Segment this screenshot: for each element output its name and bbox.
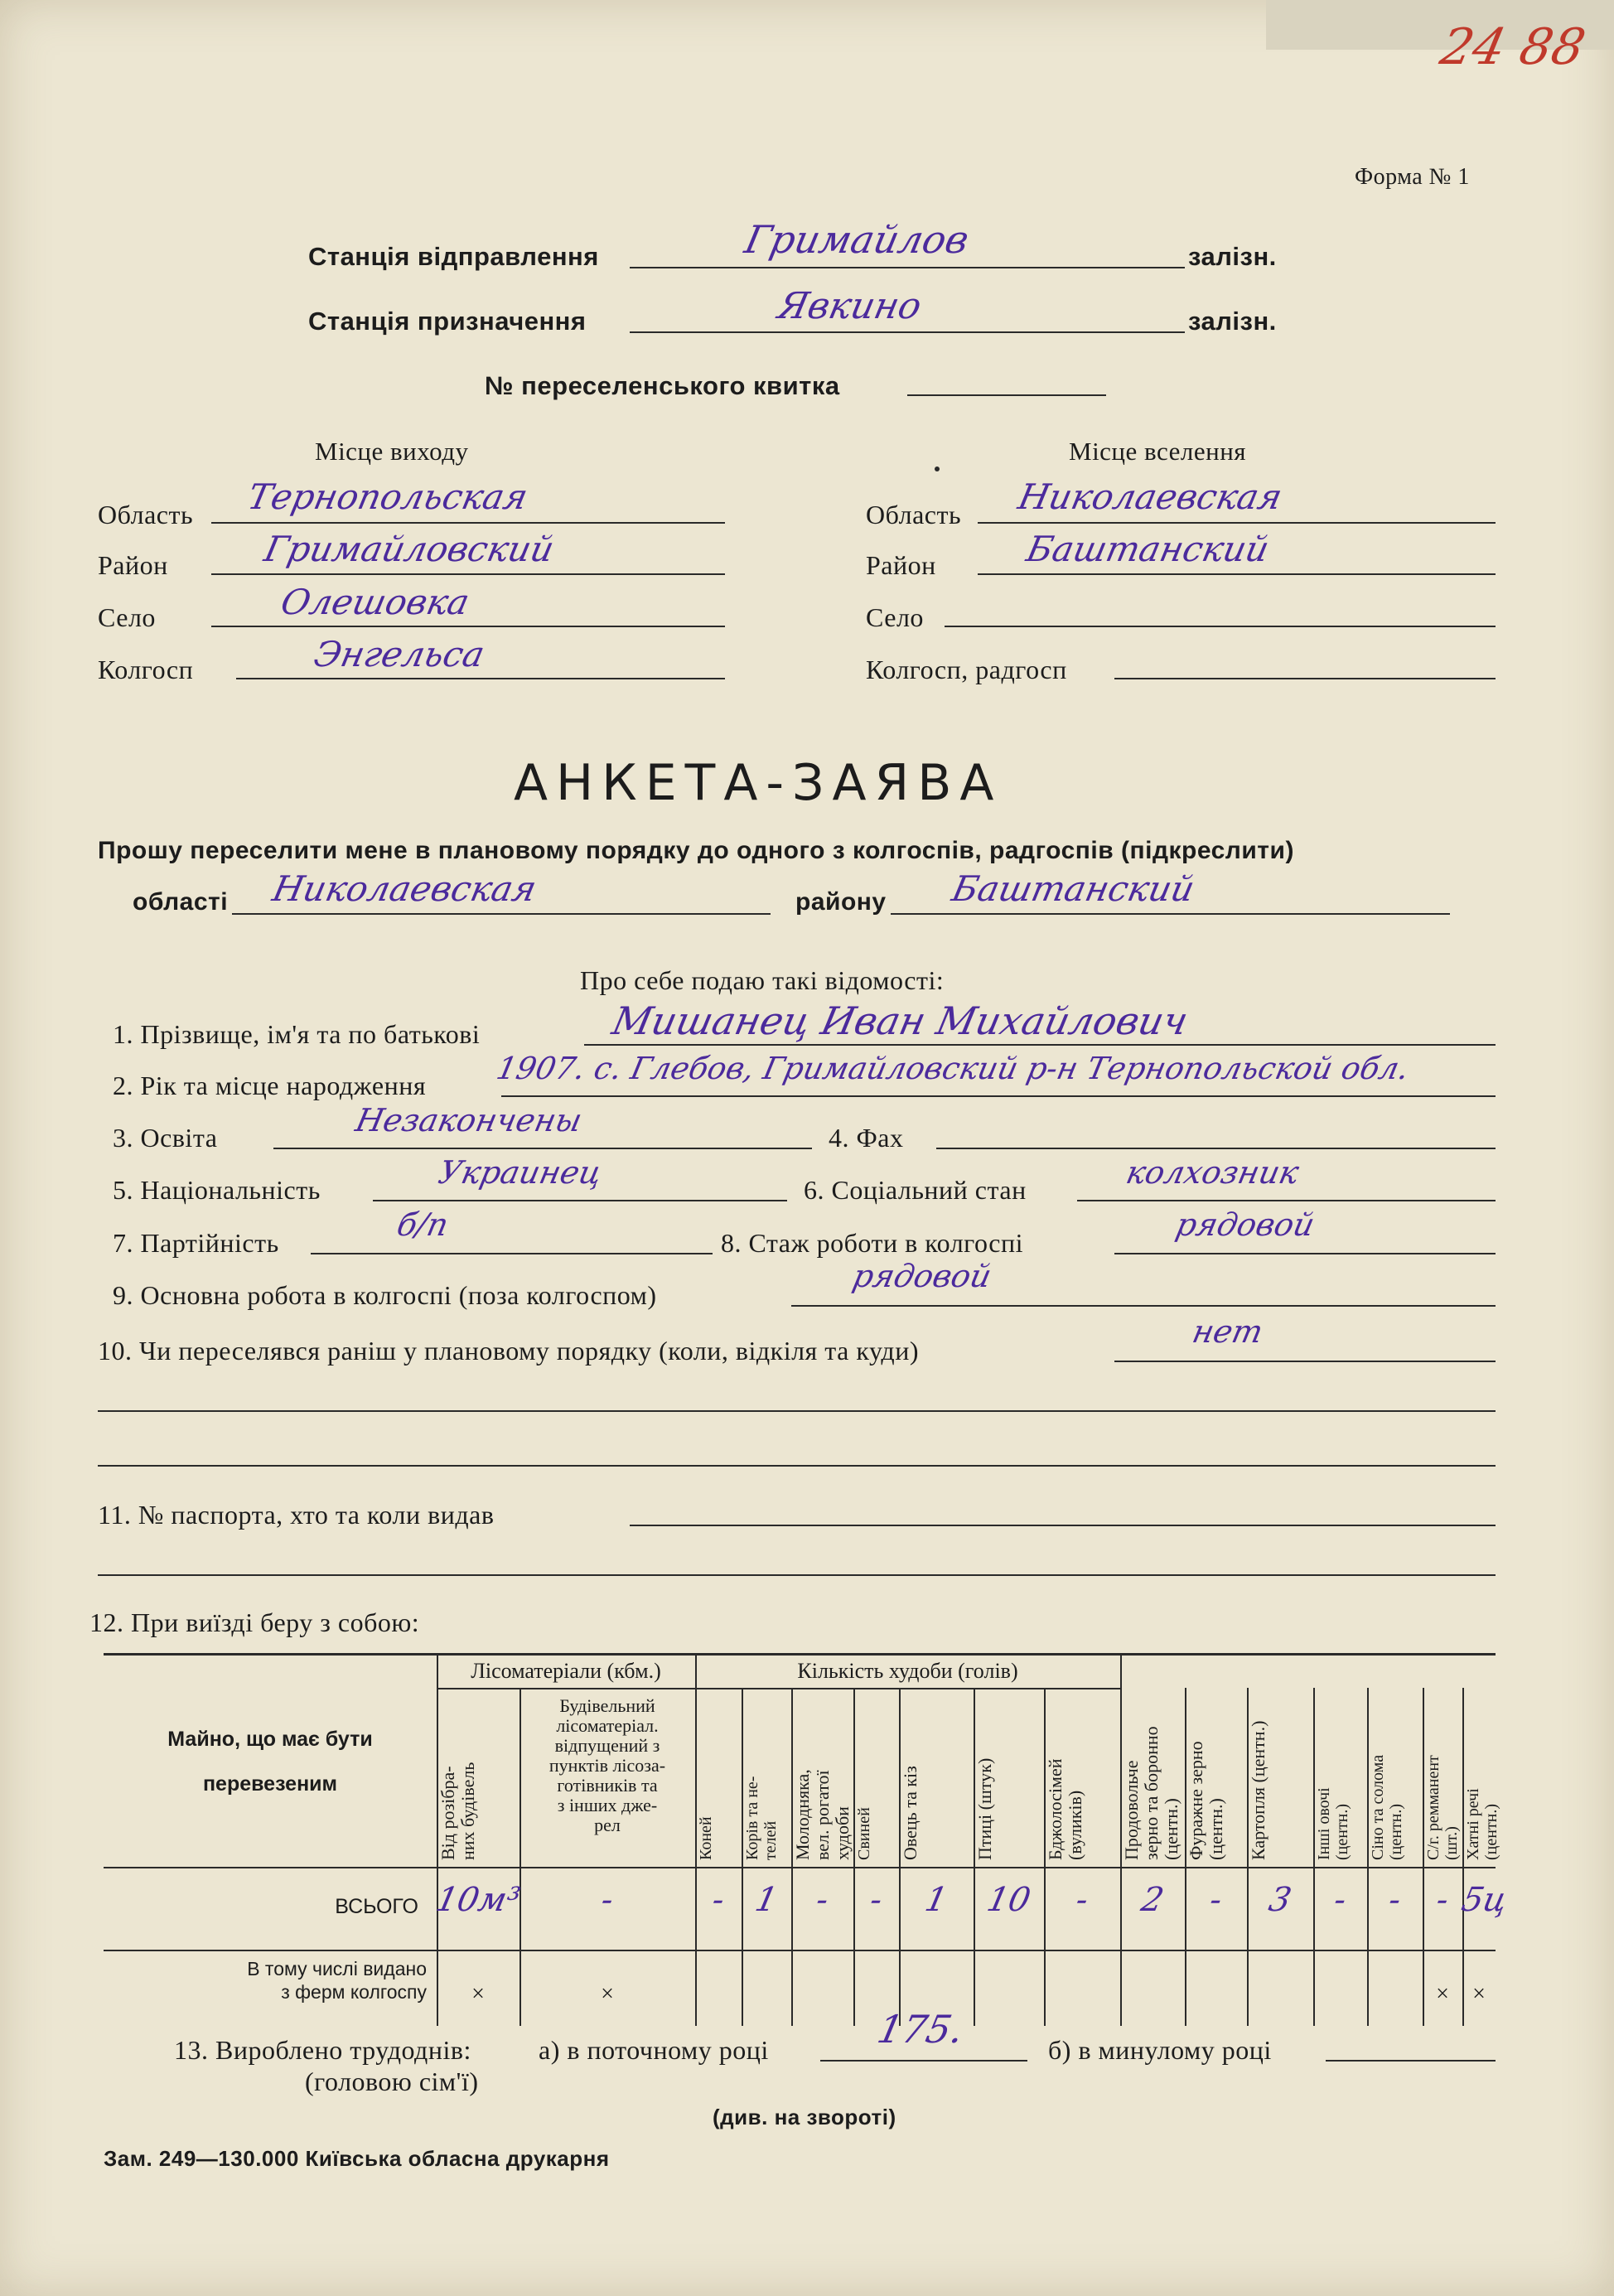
dest-oblast-label: Область xyxy=(866,500,962,529)
info-intro: Про себе подаю такі відомості: xyxy=(580,965,945,995)
dest-selo-line xyxy=(945,626,1496,627)
dest-raion-value: Баштанский xyxy=(1022,529,1273,569)
property-header-2: перевезеним xyxy=(202,1772,338,1796)
property-header-1: Майно, що має бути xyxy=(167,1728,373,1751)
origin-selo-label: Село xyxy=(98,602,156,632)
origin-kolhosp-line xyxy=(236,678,725,679)
ticket-line xyxy=(907,394,1106,396)
workdays-current-label: а) в поточному році xyxy=(539,2035,769,2065)
dest-selo-label: Село xyxy=(866,602,924,632)
timber-group-header: Лісоматеріали (кбм.) xyxy=(471,1659,661,1683)
field-5-line xyxy=(373,1200,787,1201)
field-2-value: 1907. с. Глебов, Гримайловский р-н Тернопольской обл. xyxy=(493,1051,1413,1086)
table-column-header: Від розібра- них будівель xyxy=(437,1762,478,1860)
table-header-bottom xyxy=(104,1867,1496,1868)
dest-oblast-value: Николаевская xyxy=(1014,476,1286,517)
table-total-value: - xyxy=(866,1881,887,1919)
table-column-header: Овець та кіз xyxy=(900,1766,921,1860)
workdays-sub-label: (головою сім'ї) xyxy=(305,2066,479,2096)
field-4-line xyxy=(936,1148,1496,1149)
origin-oblast-label: Область xyxy=(98,500,194,529)
workdays-current-value: 175. xyxy=(873,2007,969,2052)
ticket-label: № переселенського квитка xyxy=(485,371,840,400)
row-farm-label-1: В тому числі видано xyxy=(247,1958,427,1979)
dest-oblast-line xyxy=(978,522,1496,524)
table-top xyxy=(104,1653,1496,1656)
table-total-value: - xyxy=(1433,1881,1452,1919)
table-farm-mark: × xyxy=(601,1981,614,2007)
table-total-value: - xyxy=(708,1881,728,1919)
table-column-header: Птиці (штук) xyxy=(974,1757,995,1860)
origin-selo-line xyxy=(211,626,725,627)
table-farm-mark: × xyxy=(471,1981,485,2007)
field-4-label: 4. Фах xyxy=(829,1123,904,1153)
table-total-value: - xyxy=(1384,1881,1405,1919)
destination-line xyxy=(630,331,1185,333)
table-total-value: 3 xyxy=(1265,1881,1295,1919)
workdays-previous-label: б) в минулому році xyxy=(1048,2035,1272,2065)
field-1-label: 1. Прізвище, ім'я та по батькові xyxy=(113,1019,481,1049)
table-column-header: Молодняка, вел. рогатої худоби xyxy=(792,1769,853,1860)
destination-value: Явкино xyxy=(774,285,925,327)
field-1-line xyxy=(584,1044,1496,1046)
origin-heading: Місце виходу xyxy=(315,437,469,466)
table-total-value: - xyxy=(597,1881,617,1919)
field-2-label: 2. Рік та місце народження xyxy=(113,1071,427,1100)
field-7-value: б/п xyxy=(394,1206,452,1243)
table-total-value: 5ц xyxy=(1458,1881,1511,1919)
table-column-header: Хатні речі (центн.) xyxy=(1464,1788,1500,1860)
printer-line: Зам. 249—130.000 Київська обласна друкарня xyxy=(104,2146,610,2171)
field-3-label: 3. Освіта xyxy=(113,1123,218,1153)
destination-heading: Місце вселення xyxy=(1069,437,1247,466)
field-9-label: 9. Основна робота в колгоспі (поза колгоспом) xyxy=(113,1280,657,1310)
form-number: Форма № 1 xyxy=(1355,164,1470,190)
field-10-value: нет xyxy=(1189,1313,1267,1350)
field-10-line-2 xyxy=(98,1410,1496,1412)
table-column-header: С/г. ремманент (шт.) xyxy=(1424,1755,1461,1860)
table-total-value: 10 xyxy=(983,1881,1034,1919)
field-6-line xyxy=(1077,1200,1496,1201)
table-column-header: Свиней xyxy=(855,1807,873,1860)
request-raion-label: району xyxy=(795,888,887,916)
table-column-header: Будівельний лісоматеріал. відпущений з пунктів лісоза- готівників та з інших дже- рел xyxy=(548,1695,666,1835)
table-row-divider xyxy=(104,1950,1496,1951)
field-8-value: рядовой xyxy=(1172,1206,1318,1243)
request-oblast-label: області xyxy=(133,888,229,916)
table-column-header: Коней xyxy=(697,1816,715,1860)
table-total-value: - xyxy=(1330,1881,1351,1919)
field-1-value: Мишанец Иван Михайлович xyxy=(608,998,1192,1043)
origin-kolhosp-value: Энгельса xyxy=(310,634,489,674)
field-3-value: Незакончены xyxy=(352,1102,586,1138)
origin-oblast-value: Тернопольская xyxy=(244,476,532,517)
field-5-value: Украинец xyxy=(435,1154,606,1191)
field-7-label: 7. Партійність xyxy=(113,1228,279,1258)
dest-kolhosp-label: Колгосп, радгосп xyxy=(866,655,1067,684)
field-5-label: 5. Національність xyxy=(113,1175,321,1205)
livestock-group-header: Кількість худоби (голів) xyxy=(797,1659,1018,1683)
table-total-value: 1 xyxy=(921,1881,951,1919)
dest-raion-line xyxy=(978,573,1496,575)
field-8-line xyxy=(1114,1253,1496,1254)
dest-raion-label: Район xyxy=(866,550,936,580)
origin-raion-line xyxy=(211,573,725,575)
origin-kolhosp-label: Колгосп xyxy=(98,655,194,684)
table-column-header: Бджолосімей (вуликів) xyxy=(1045,1758,1085,1860)
origin-raion-value: Гримайловский xyxy=(260,529,558,569)
belongings-table xyxy=(104,1653,1511,2026)
livestock-group-line xyxy=(695,1688,1120,1689)
field-7-line xyxy=(311,1253,713,1254)
field-11-line-2 xyxy=(98,1574,1496,1576)
field-6-label: 6. Соціальний стан xyxy=(804,1175,1027,1205)
request-text: Прошу переселити мене в плановому порядку до одного з колгоспів, радгоспів (підкреслити) xyxy=(98,837,1294,864)
table-total-value: - xyxy=(812,1881,833,1919)
departure-value: Гримайлов xyxy=(741,217,974,262)
request-oblast-line xyxy=(232,913,771,915)
field-10-line-3 xyxy=(98,1465,1496,1467)
timber-group-line xyxy=(437,1688,695,1689)
table-column-header: Сіно та солома (центн.) xyxy=(1369,1754,1405,1860)
table-total-value: 1 xyxy=(751,1881,781,1919)
field-6-value: колхозник xyxy=(1123,1154,1302,1191)
origin-oblast-line xyxy=(211,522,725,524)
table-column-header: Інші овочі (центн.) xyxy=(1315,1787,1351,1860)
origin-selo-value: Олешовка xyxy=(277,582,473,622)
field-12-label: 12. При виїзді беру з собою: xyxy=(89,1607,420,1637)
origin-raion-label: Район xyxy=(98,550,168,580)
table-farm-mark: × xyxy=(1436,1981,1449,2007)
request-oblast-value: Николаевская xyxy=(268,868,540,909)
field-3-line xyxy=(273,1148,812,1149)
row-total-label: ВСЬОГО xyxy=(335,1895,418,1918)
field-2-line xyxy=(501,1095,1496,1097)
dest-kolhosp-line xyxy=(1114,678,1496,679)
departure-rail: залізн. xyxy=(1188,242,1277,271)
center-dot xyxy=(935,466,940,471)
field-11-label: 11. № паспорта, хто та коли видав xyxy=(98,1500,495,1530)
destination-label: Станція призначення xyxy=(308,307,587,336)
field-9-line xyxy=(791,1305,1496,1307)
destination-rail: залізн. xyxy=(1188,307,1277,336)
row-farm-label-2: з ферм колгоспу xyxy=(281,1981,427,2003)
table-column-header: Корів та не- телей xyxy=(743,1776,780,1860)
request-raion-line xyxy=(891,913,1450,915)
table-total-value: - xyxy=(1206,1881,1226,1919)
field-8-label: 8. Стаж роботи в колгоспі xyxy=(721,1228,1023,1258)
table-column-header: Фуражне зерно (центн.) xyxy=(1186,1741,1226,1860)
table-total-value: - xyxy=(1072,1881,1092,1919)
workdays-label: 13. Вироблено трудоднів: xyxy=(174,2035,471,2065)
table-total-value: 2 xyxy=(1138,1881,1167,1919)
field-9-value: рядовой xyxy=(849,1258,995,1294)
table-total-value: 10м³ xyxy=(432,1881,524,1919)
field-10-label: 10. Чи переселявся раніш у плановому порядку (коли, відкіля та куди) xyxy=(98,1336,919,1366)
departure-line xyxy=(630,267,1185,268)
form-title: АНКЕТА-ЗАЯВА xyxy=(514,754,1003,812)
field-10-line xyxy=(1114,1361,1496,1362)
table-column-header: Продовольче зерно та боронно (центн.) xyxy=(1121,1726,1182,1860)
request-raion-value: Баштанский xyxy=(948,868,1199,909)
departure-label: Станція відправлення xyxy=(308,242,599,271)
workdays-previous-line xyxy=(1326,2060,1496,2062)
table-farm-mark: × xyxy=(1472,1981,1486,2007)
archive-number: 24 88 xyxy=(1435,18,1591,76)
field-11-line xyxy=(630,1525,1496,1526)
see-back-note: (див. на звороті) xyxy=(713,2105,896,2129)
workdays-current-line xyxy=(820,2060,1027,2062)
table-column-header: Картопля (центн.) xyxy=(1248,1720,1268,1860)
